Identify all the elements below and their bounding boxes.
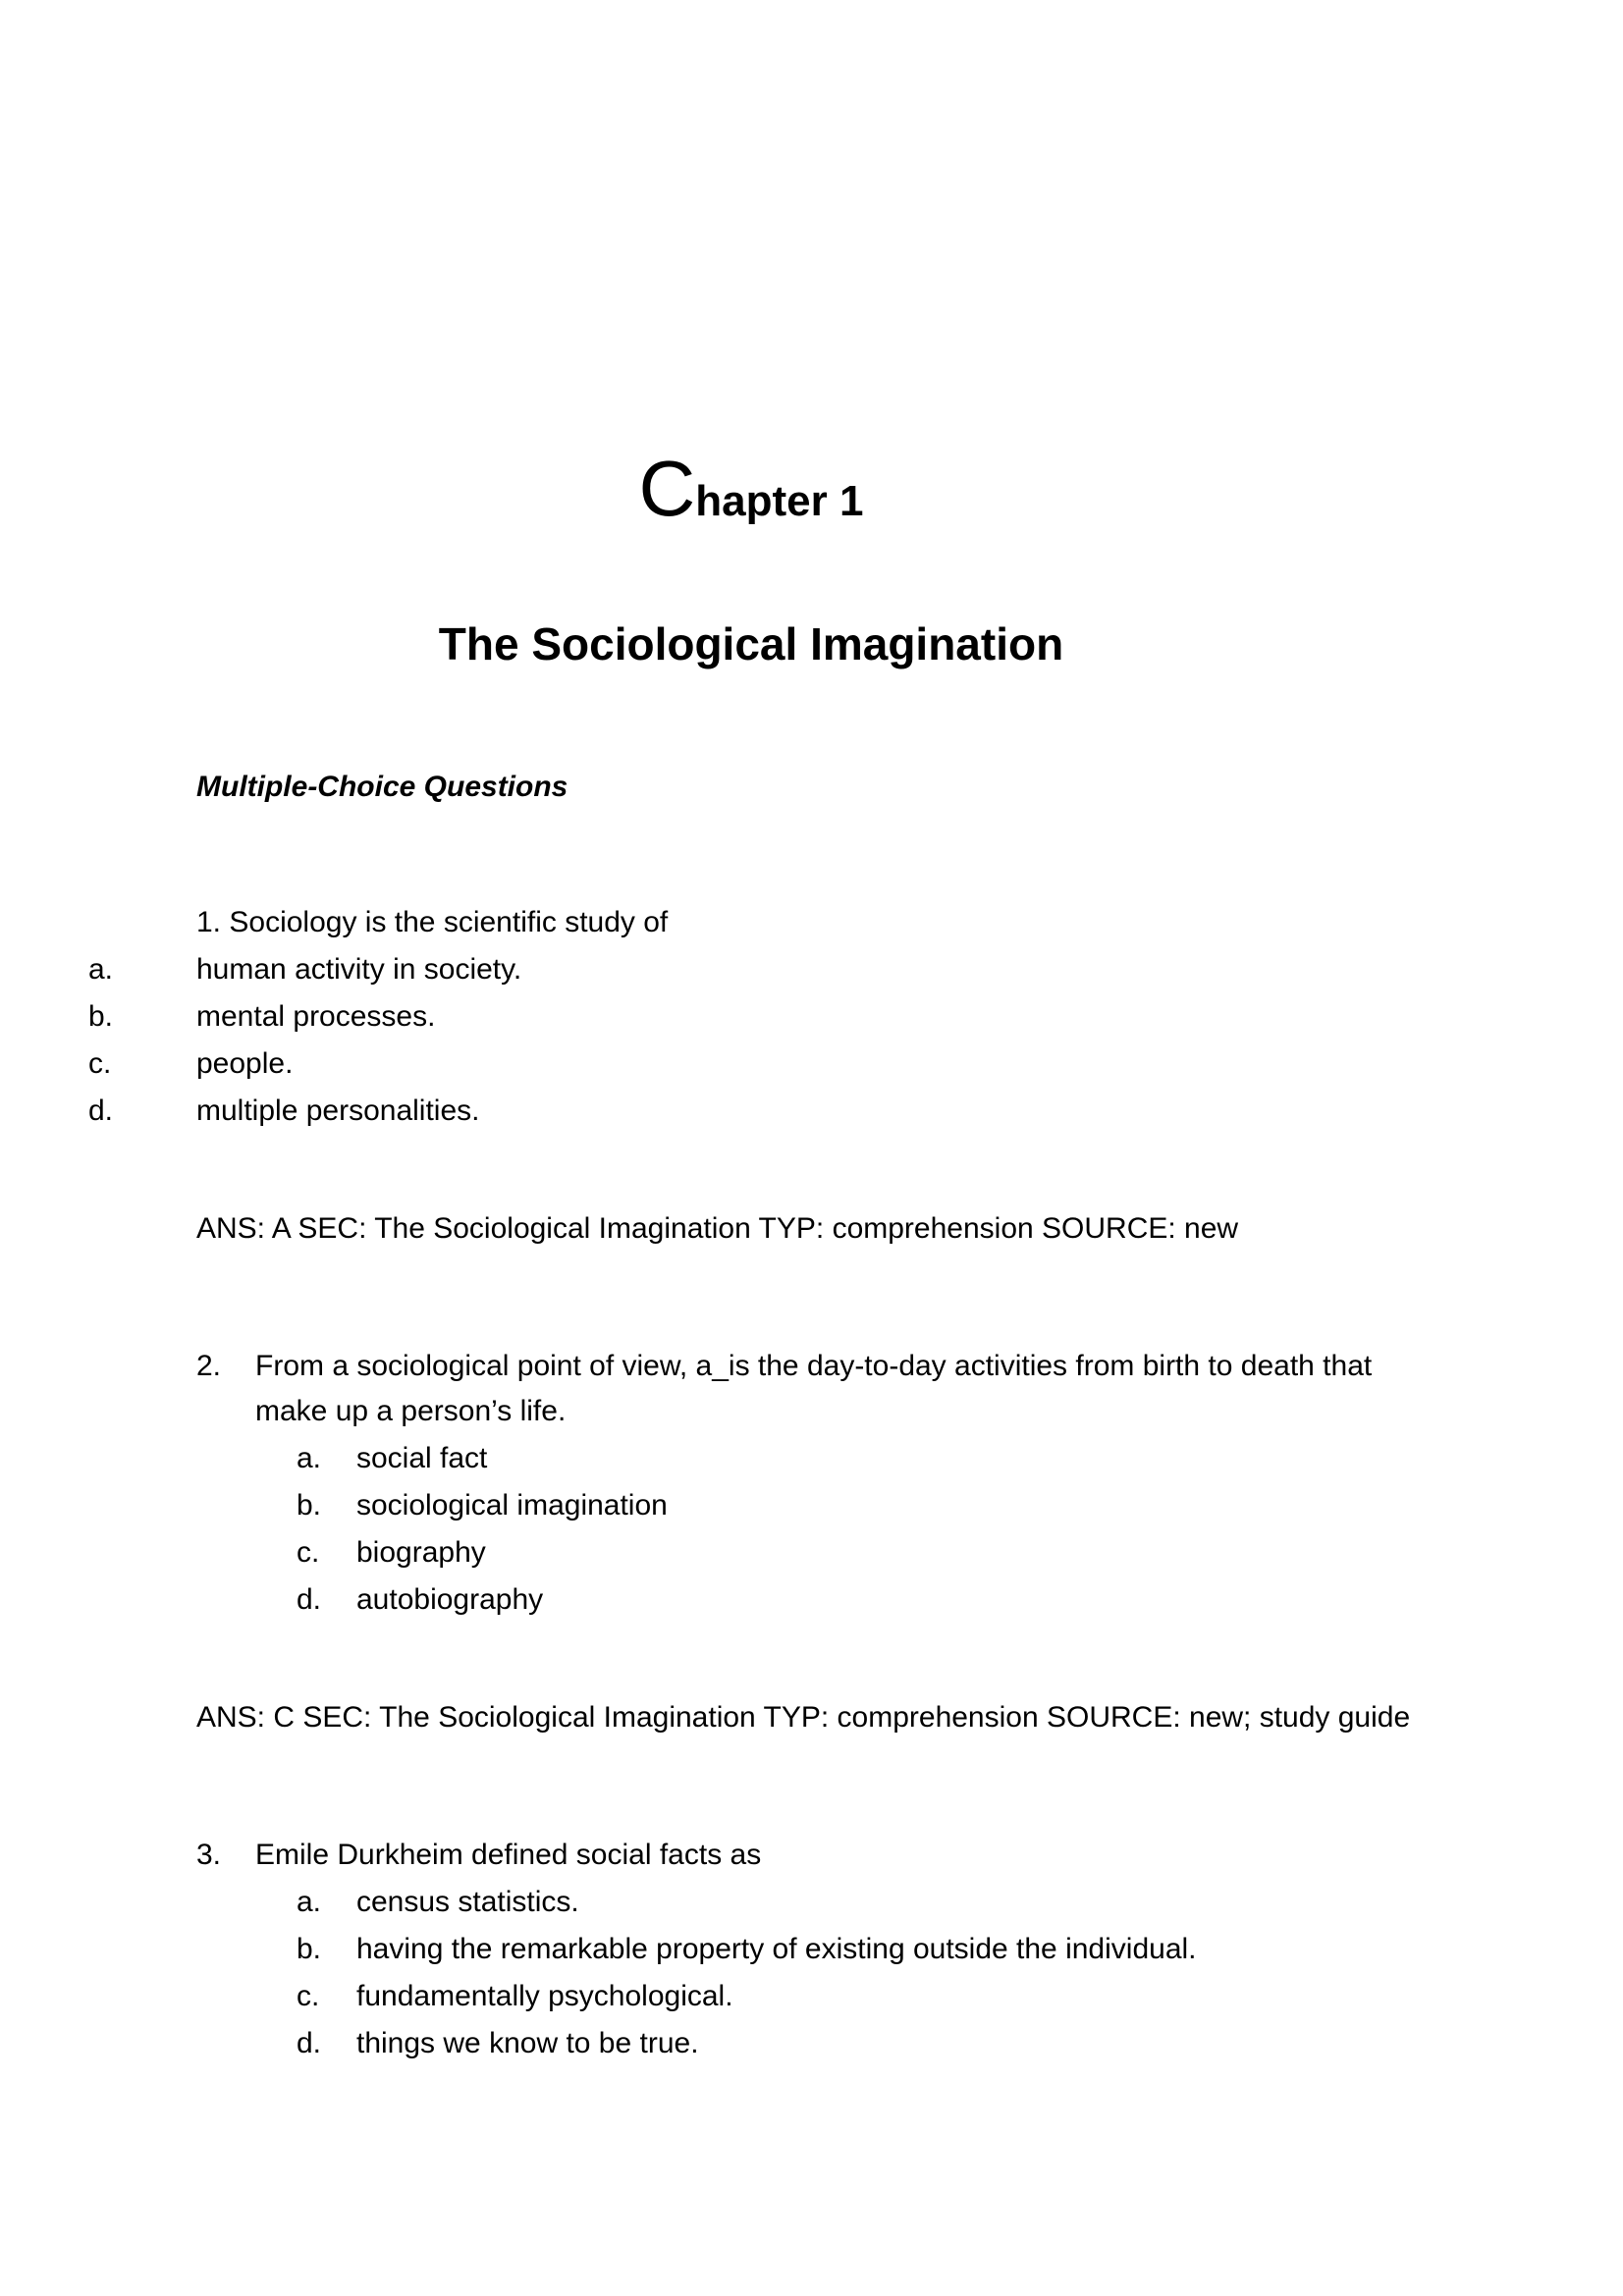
- option-letter: c.: [297, 1980, 320, 2012]
- option-text: social fact: [356, 1442, 488, 1474]
- option-letter: d.: [297, 1583, 322, 1616]
- question-number: 2.: [196, 1350, 222, 1382]
- chapter-heading: [0, 445, 1502, 541]
- option-letter: c.: [297, 1536, 320, 1569]
- option-text: mental processes.: [196, 1000, 436, 1033]
- option-letter: b.: [88, 1000, 114, 1033]
- option-letter: c.: [88, 1047, 112, 1080]
- question-number: 1.: [196, 906, 222, 938]
- question-stem: From a sociological point of view, a_is the day-to-day activities from birth to death that: [255, 1350, 1373, 1382]
- option-text: people.: [196, 1047, 294, 1080]
- option-letter: a.: [297, 1442, 322, 1474]
- option-text: biography: [356, 1536, 486, 1569]
- question-stem: Emile Durkheim defined social facts as: [255, 1839, 762, 1871]
- option-letter: a.: [88, 953, 114, 986]
- option-letter: b.: [297, 1933, 322, 1965]
- option-text: autobiography: [356, 1583, 544, 1616]
- option-letter: b.: [297, 1489, 322, 1522]
- question-1-stem: [196, 903, 668, 942]
- option-letter: a.: [297, 1886, 322, 1918]
- option-text: census statistics.: [356, 1886, 579, 1918]
- question-stem: Sociology is the scientific study of: [229, 906, 669, 938]
- answer-line: ANS: C SEC: The Sociological Imagination TYP: comprehension SOURCE: new; study guide: [196, 1701, 1411, 1734]
- option-text: fundamentally psychological.: [356, 1980, 733, 2012]
- option-text: things we know to be true.: [356, 2027, 699, 2059]
- chapter-heading-text: hapter 1: [695, 477, 864, 525]
- section-heading: Multiple-Choice Questions: [196, 771, 568, 803]
- option-text: sociological imagination: [356, 1489, 668, 1522]
- chapter-drop-letter: C: [638, 445, 696, 532]
- option-letter: d.: [88, 1095, 114, 1127]
- option-text: multiple personalities.: [196, 1095, 480, 1127]
- answer-line: ANS: A SEC: The Sociological Imagination TYP: comprehension SOURCE: new: [196, 1212, 1239, 1245]
- question-number: 3.: [196, 1839, 222, 1871]
- option-text: having the remarkable property of existing outside the individual.: [356, 1933, 1197, 1965]
- question-stem-continued: make up a person’s life.: [255, 1395, 567, 1427]
- option-letter: d.: [297, 2027, 322, 2059]
- page-title: The Sociological Imagination: [438, 618, 1064, 669]
- option-text: human activity in society.: [196, 953, 522, 986]
